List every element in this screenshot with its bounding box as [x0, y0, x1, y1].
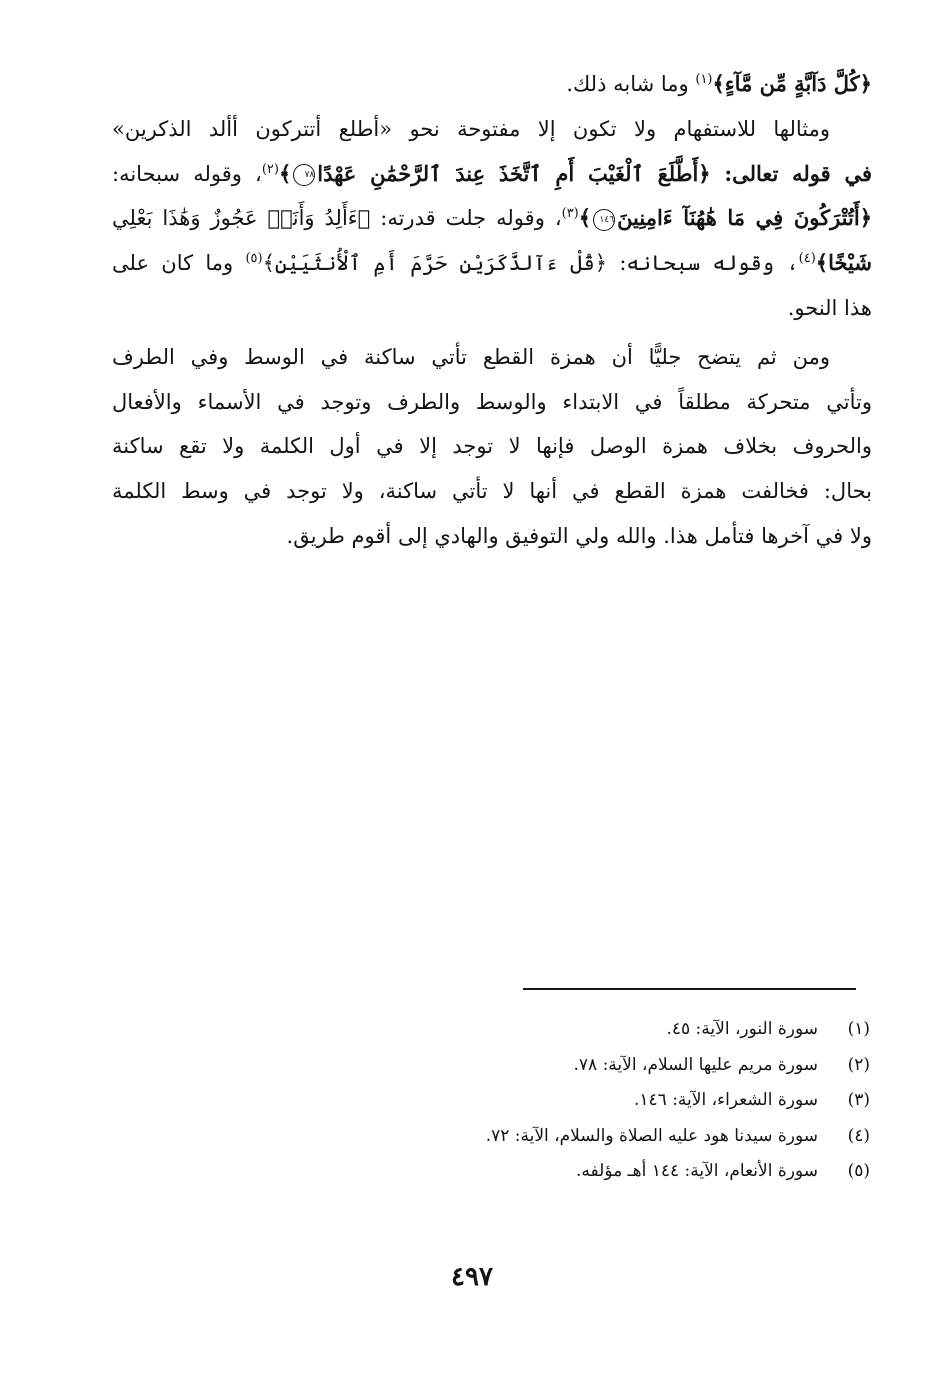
- footnote-marker: (٤): [798, 251, 816, 267]
- text-line-2: ومثالها للاستفهام ولا تكون إلا مفتوحة نحو «أطلع أتتركون أألد الذكرين»: [112, 116, 830, 141]
- text-line-4: [112, 196, 872, 241]
- footnote-text: سورة سيدنا هود عليه الصلاة والسلام، الآية: ٧٢.: [485, 1125, 818, 1146]
- footnote-marker: (١): [695, 72, 713, 87]
- footnote-marker: (٢): [261, 161, 279, 177]
- page-number: ٤٩٧: [451, 1262, 493, 1292]
- text-line-8: وتأتي متحركة مطلقاً في الابتداء والوسط والطرف وتوجد في الأسماء والأفعال: [112, 389, 872, 414]
- line-text: وما شابه ذلك.: [566, 72, 696, 96]
- quote-close: ﴾: [578, 205, 592, 231]
- footnote-text: سورة مريم عليها السلام، الآية: ٧٨.: [573, 1054, 818, 1075]
- ayah-number-icon: ١٤٦: [593, 209, 615, 231]
- footnote-number: (٢): [847, 1054, 870, 1075]
- footnote-text: سورة الأنعام، الآية: ١٤٤ أهـ مؤلفه.: [576, 1161, 818, 1182]
- text-line-5: [112, 241, 872, 286]
- footnote-5: [300, 1154, 870, 1190]
- footnote-marker: (٥): [245, 251, 263, 267]
- quran-quote: ﴿أَتُتْرَكُونَ فِي مَا هَٰهُنَآ ءَامِنِينَ: [617, 205, 872, 231]
- footnote-number: (٥): [847, 1161, 870, 1182]
- footnote-text: سورة النور، الآية: ٤٥.: [666, 1019, 818, 1039]
- quran-quote: ﴿كُلَّ دَآبَّةٍ مِّن مَّآءٍ﴾: [712, 71, 872, 96]
- line-text: ، وقوله سبحانه: ﴿قُلْ ءَآلذَّكَرَيْنِ حَرَّمَ أَمِ ٱلْأُنثَيَيْنِ﴾: [262, 251, 799, 276]
- text-line-3: [112, 152, 872, 197]
- line-text: ، وقوله جلت قدرته: ﴿ءَأَلِدُ وَأَنَا۠ عَجُوزٌ وَهَٰذَا بَعْلِي: [112, 206, 562, 231]
- text-line-1: [112, 62, 872, 107]
- footnote-number: (١): [847, 1019, 870, 1039]
- ayah-number-icon: ٧٨: [293, 164, 315, 186]
- quran-quote: شَيْخًا﴾: [815, 250, 872, 276]
- main-text: [112, 62, 872, 559]
- line-text: ، وقوله سبحانه:: [112, 161, 262, 186]
- text-line-7: ومن ثم يتضح جليًّا أن همزة القطع تأتي ساكنة في الوسط وفي الطرف: [112, 344, 830, 369]
- footnote-number: (٤): [847, 1125, 870, 1146]
- quote-close: ﴾: [278, 160, 292, 186]
- footnote-text: سورة الشعراء، الآية: ١٤٦.: [633, 1090, 818, 1111]
- line-text: وما كان على: [112, 251, 246, 276]
- quran-quote: في قوله تعالى: ﴿أَطَّلَعَ ٱلْغَيْبَ أَمِ ٱتَّخَذَ عِندَ ٱلرَّحْمَٰنِ عَهْدًا: [317, 160, 872, 186]
- text-line-6: هذا النحو.: [787, 295, 872, 320]
- text-line-9: والحروف بخلاف همزة الوصل فإنها لا توجد إلا في أول الكلمة ولا تقع ساكنة: [112, 434, 872, 459]
- footnote-3: [300, 1083, 870, 1119]
- footnotes: [300, 1012, 870, 1190]
- footnote-separator: [523, 988, 856, 990]
- text-line-11: ولا في آخرها فتأمل هذا. والله ولي التوفيق والهادي إلى أقوم طريق.: [286, 523, 872, 548]
- text-line-10: بحال: فخالفت همزة القطع في أنها لا تأتي ساكنة، ولا توجد في وسط الكلمة: [112, 479, 872, 504]
- footnote-number: (٣): [847, 1090, 870, 1111]
- footnote-1: [300, 1012, 870, 1048]
- footnote-4: [300, 1119, 870, 1155]
- footnote-marker: (٣): [561, 206, 579, 222]
- footnote-2: [300, 1048, 870, 1084]
